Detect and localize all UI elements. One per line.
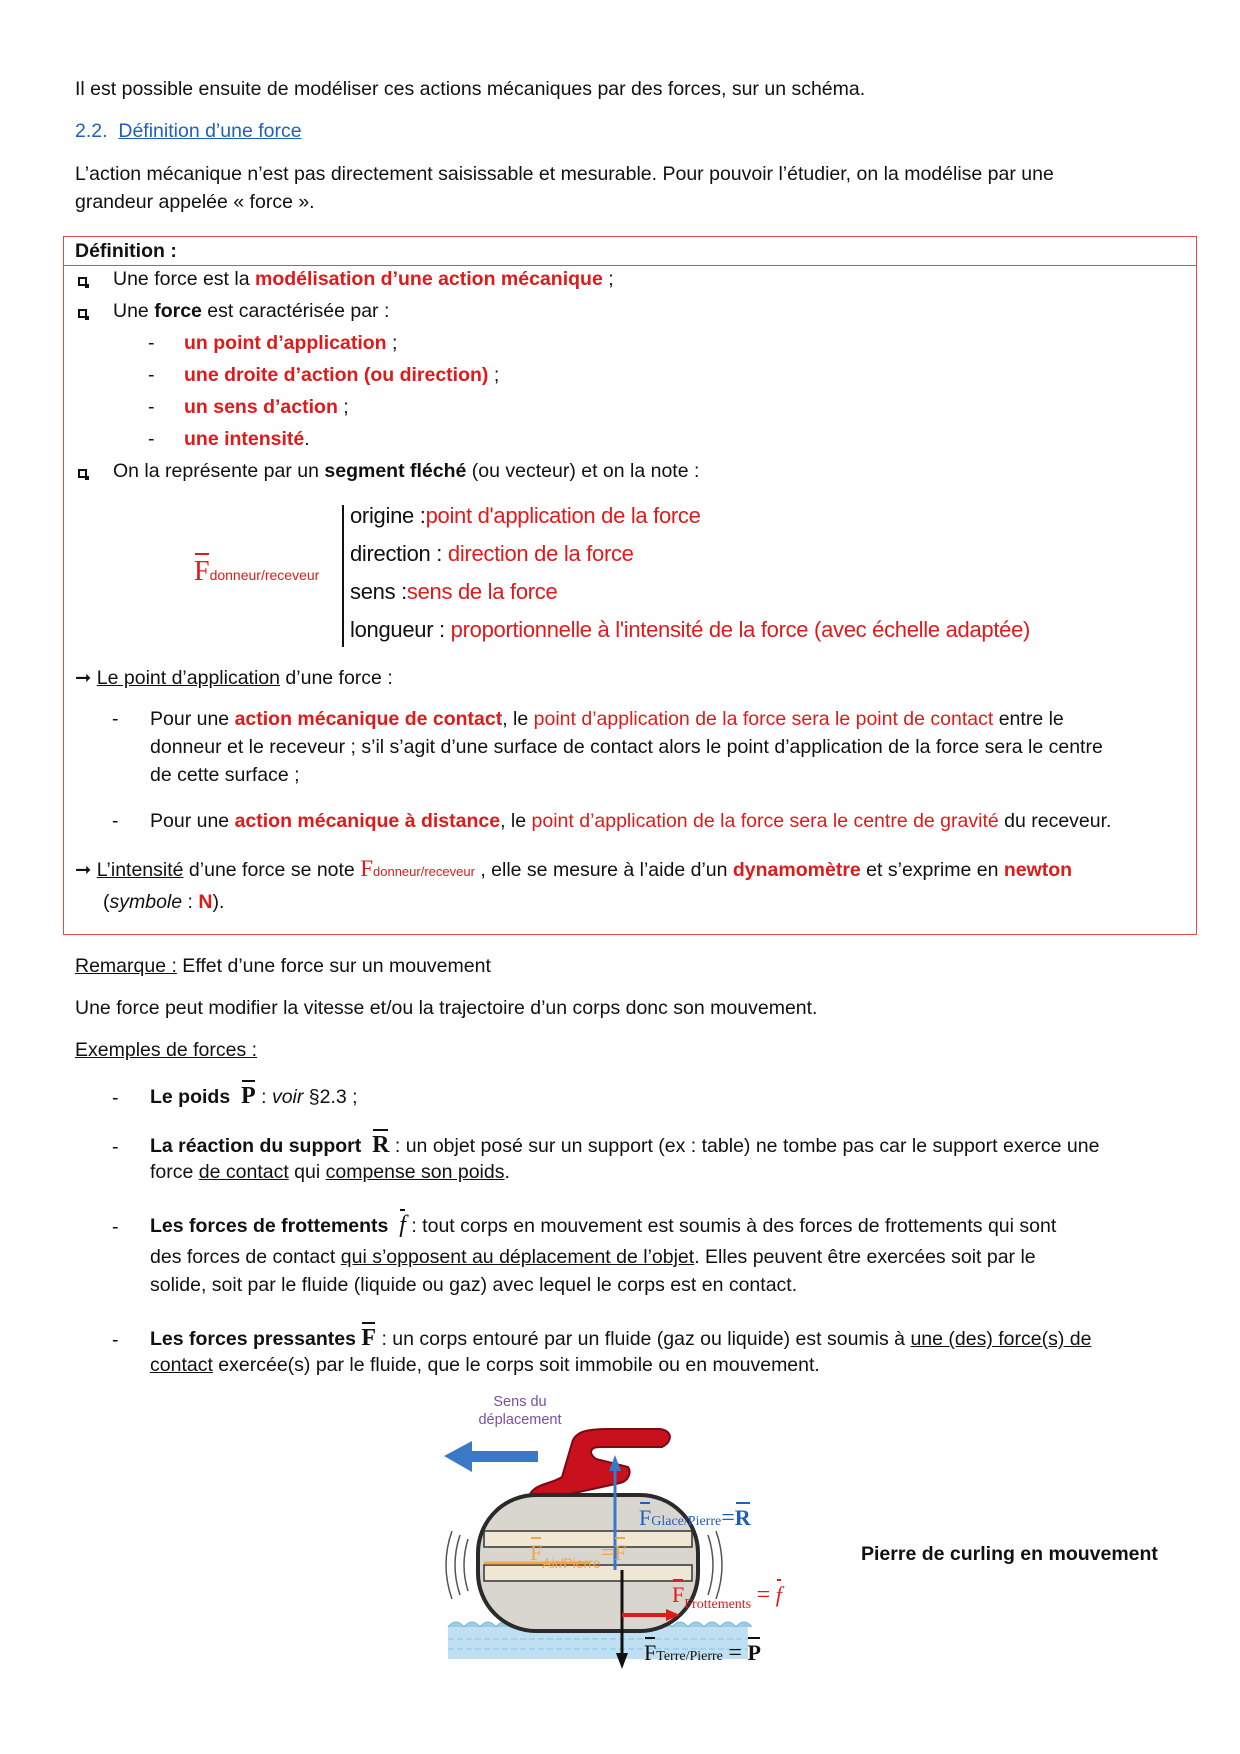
characteristic-item: une intensité. [184, 428, 310, 450]
remarque: Remarque : Effet d’une force sur un mouvement [75, 955, 491, 977]
right-arrow-icon: ➞ [75, 859, 92, 881]
example-reaction: La réaction du support R : un objet posé sur un support (ex : table) ne tombe pas car le support exerce une [150, 1132, 1100, 1158]
dash: - [148, 332, 155, 354]
section-number: 2.2. [75, 120, 108, 142]
characteristic-item: un sens d’action ; [184, 396, 349, 418]
checkbox-bullet-icon [78, 277, 87, 286]
characteristic-item: une droite d’action (ou direction) ; [184, 364, 500, 386]
dash: - [112, 1136, 119, 1158]
reaction-label: FGlace/Pierre=R [639, 1505, 751, 1531]
movement-direction-label: Sens du déplacement [478, 1394, 562, 1428]
intensity-line: ➞ L’intensité d’une force se note Fdonneur/receveur , elle se mesure à l’aide d’un dynamomètre et s’exprime en newton [75, 856, 1073, 881]
dash: - [148, 428, 155, 450]
dash: - [148, 396, 155, 418]
intensity-symbol: (symbole : N). [103, 891, 225, 913]
section-title[interactable]: Définition d’une force [118, 120, 302, 142]
definition-header [64, 237, 1196, 266]
vector-property: origine :point d'application de la force [350, 503, 701, 528]
paragraph-line: donneur et le receveur ; s’il s’agit d’une surface de contact alors le point d’application de la force sera le centre [150, 736, 1103, 758]
example-weight: Le poids P : voir §2.3 ; [150, 1083, 358, 1109]
friction-label: $F_{Frottements} = f$ [672, 1582, 782, 1612]
intro-text: Il est possible ensuite de modéliser ces actions mécaniques par des forces, sur un schéma. [75, 78, 866, 100]
right-arrow-icon: ➞ [75, 667, 92, 689]
air-force-label: $F_{Air/Pierre}=F$ [530, 1540, 627, 1571]
paragraph-line: force de contact qui compense son poids. [150, 1161, 510, 1183]
stone-handle [528, 1429, 670, 1501]
remarque-body: Une force peut modifier la vitesse et/ou la trajectoire d’un corps donc son mouvement. [75, 997, 818, 1019]
figure-caption: Pierre de curling en mouvement [861, 1543, 1158, 1565]
checkbox-bullet-icon [78, 309, 87, 318]
curling-stone-diagram [440, 1425, 820, 1670]
dash: - [112, 708, 119, 730]
definition-item: On la représente par un segment fléché (ou vecteur) et on la note : [113, 460, 700, 482]
paragraph-line: L’action mécanique n’est pas directement saisissable et mesurable. Pour pouvoir l’étudier, on la modélise par une [75, 163, 1054, 185]
dash: - [112, 1087, 119, 1109]
vector-property: longueur : proportionnelle à l'intensité de la force (avec échelle adaptée) [350, 617, 1031, 642]
vector-property: sens :sens de la force [350, 579, 558, 604]
point-application-heading: ➞ Le point d’application d’une force : [75, 667, 393, 689]
checkbox-bullet-icon [78, 469, 87, 478]
dash: - [112, 1329, 119, 1351]
vector-notation: Fdonneur/receveur [194, 556, 320, 587]
definition-title: Définition : [75, 240, 177, 262]
paragraph-line: des forces de contact qui s’opposent au déplacement de l’objet. Elles peuvent être exercées soit par le [150, 1246, 1036, 1268]
vector-property: direction : direction de la force [350, 541, 634, 566]
characteristic-item: un point d’application ; [184, 332, 398, 354]
definition-item: Une force est caractérisée par : [113, 300, 390, 322]
example-pressure: Les forces pressantes F : un corps entouré par un fluide (gaz ou liquide) est soumis à une (des) force(s) de [150, 1325, 1092, 1351]
paragraph-line: grandeur appelée « force ». [75, 191, 315, 213]
dash: - [112, 810, 119, 832]
movement-arrow [444, 1441, 538, 1472]
paragraph-line: contact exercée(s) par le fluide, que le corps soit immobile ou en mouvement. [150, 1354, 820, 1376]
definition-item: Une force est la modélisation d’une action mécanique ; [113, 268, 614, 290]
paragraph-line: Pour une action mécanique de contact, le point d’application de la force sera le point de contact entre le [150, 708, 1064, 730]
paragraph-line: de cette surface ; [150, 764, 300, 786]
dash: - [112, 1216, 119, 1238]
weight-label: FTerre/Pierre = P [644, 1640, 761, 1666]
example-friction: Les forces de frottements f : tout corps en mouvement est soumis à des forces de frottements qui sont [150, 1212, 1057, 1238]
brace-line [342, 505, 344, 647]
dash: - [148, 364, 155, 386]
section-heading[interactable] [75, 120, 302, 143]
paragraph-line: solide, soit par le fluide (liquide ou gaz) avec lequel le corps est en contact. [150, 1274, 798, 1296]
paragraph-line: Pour une action mécanique à distance, le point d’application de la force sera le centre de gravité du receveur. [150, 810, 1112, 832]
examples-title: Exemples de forces : [75, 1039, 258, 1061]
